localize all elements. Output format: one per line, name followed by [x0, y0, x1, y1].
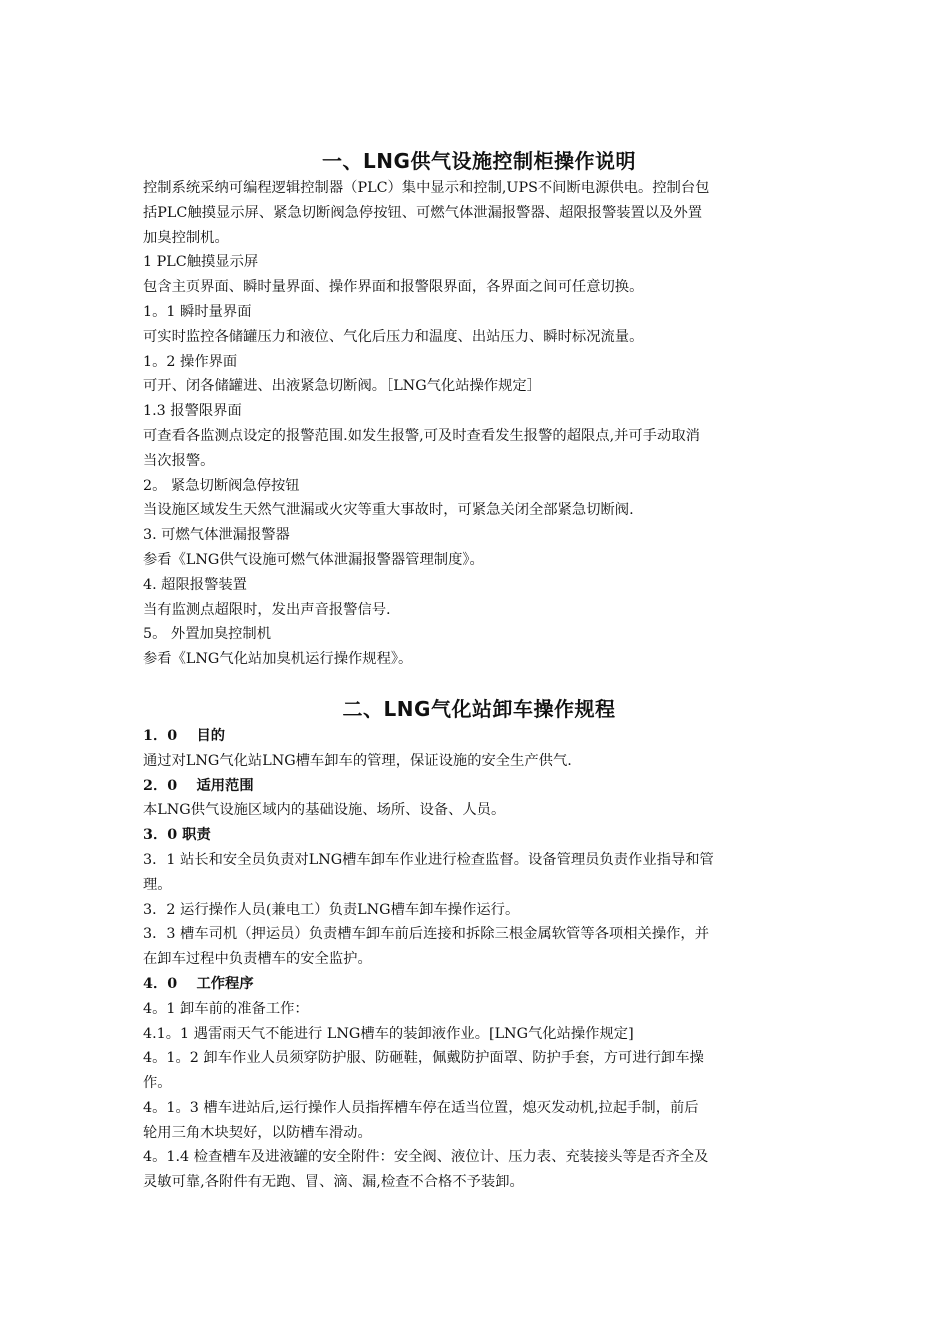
section2-line: 轮用三角木块契好，以防槽车滑动。	[143, 1124, 372, 1141]
section2-line: 4.1。1 遇雷雨天气不能进行 LNG槽车的装卸液作业。[LNG气化站操作规定]	[143, 1025, 634, 1042]
section1-line: 1。2 操作界面	[143, 353, 238, 370]
section1-line: 括PLC触摸显示屏、紧急切断阀急停按钮、可燃气体泄漏报警器、超限报警装置以及外置	[143, 204, 703, 221]
section2-line: 4。1。2 卸车作业人员须穿防护服、防砸鞋，佩戴防护面罩、防护手套，方可进行卸车操	[143, 1050, 704, 1067]
section1-body	[143, 176, 815, 672]
section1-line: 可实时监控各储罐压力和液位、气化后压力和温度、出站压力、瞬时标况流量。	[143, 328, 644, 345]
section1-line: 参看《LNG供气设施可燃气体泄漏报警器管理制度》。	[143, 551, 484, 568]
section2-line: 4。1.4 检查槽车及进液罐的安全附件：安全阀、液位计、压力表、充装接头等是否齐全及	[143, 1149, 709, 1166]
section1-line: 包含主页界面、瞬时量界面、操作界面和报警限界面，各界面之间可任意切换。	[143, 279, 644, 296]
section2-line: 4。1 卸车前的准备工作：	[143, 1000, 309, 1017]
section1-line: 可开、闭各储罐进、出液紧急切断阀。［LNG气化站操作规定］	[143, 378, 541, 395]
section2-subheading: 1．0 目的	[143, 727, 226, 744]
section1-line: 加臭控制机。	[143, 229, 229, 246]
section1-line: 1 PLC触摸显示屏	[143, 254, 259, 271]
section2-line: 4。1。3 槽车进站后,运行操作人员指挥槽车停在适当位置，熄灭发动机,拉起手制，前后	[143, 1099, 699, 1116]
section1-line: 1。1 瞬时量界面	[143, 303, 252, 320]
section1-line: 控制系统采纳可编程逻辑控制器（PLC）集中显示和控制,UPS不间断电源供电。控制台包	[143, 180, 710, 196]
document-body	[143, 146, 815, 1195]
section2-line: 在卸车过程中负责槽车的安全监护。	[143, 951, 372, 968]
section2-line: 理。	[143, 876, 172, 893]
section2-line: 通过对LNG气化站LNG槽车卸车的管理，保证设施的安全生产供气.	[143, 752, 572, 769]
section2-line: 3．3 槽车司机（押运员）负责槽车卸车前后连接和拆除三根金属软管等各项相关操作，并	[143, 926, 710, 943]
section2-subheading: 2．0 适用范围	[143, 777, 254, 794]
section1-line: 2。 紧急切断阀急停按钮	[143, 477, 300, 494]
section2-title: 二、LNG气化站卸车操作规程	[342, 696, 616, 721]
section2-line: 本LNG供气设施区域内的基础设施、场所、设备、人员。	[143, 802, 506, 819]
section1-line: 可查看各监测点设定的报警范围.如发生报警,可及时查看发生报警的超限点,并可手动取消	[143, 427, 700, 444]
section1-title: 一、LNG供气设施控制柜操作说明	[322, 149, 636, 173]
section1-line: 参看《LNG气化站加臭机运行操作规程》。	[143, 651, 413, 668]
section1-line: 当设施区域发生天然气泄漏或火灾等重大事故时，可紧急关闭全部紧急切断阀.	[143, 502, 634, 519]
section2-line: 作。	[143, 1075, 172, 1092]
section2-line: 3．1 站长和安全员负责对LNG槽车卸车作业进行检查监督。设备管理员负责作业指导和管	[143, 851, 714, 868]
section2-body	[143, 724, 815, 1195]
section1-line: 当次报警。	[143, 452, 215, 469]
section1-line: 3. 可燃气体泄漏报警器	[143, 527, 290, 544]
section1-line: 5。 外置加臭控制机	[143, 626, 272, 643]
section2-subheading: 3．0 职责	[143, 827, 211, 844]
section2-subheading: 4．0 工作程序	[143, 975, 254, 992]
section2-line: 灵敏可靠,各附件有无跑、冒、滴、漏,检查不合格不予装卸。	[143, 1174, 524, 1191]
section1-line: 4. 超限报警装置	[143, 576, 247, 593]
section1-line: 1.3 报警限界面	[143, 403, 242, 420]
section1-line: 当有监测点超限时，发出声音报警信号.	[143, 601, 391, 618]
section2-line: 3．2 运行操作人员(兼电工）负责LNG槽车卸车操作运行。	[143, 901, 520, 918]
